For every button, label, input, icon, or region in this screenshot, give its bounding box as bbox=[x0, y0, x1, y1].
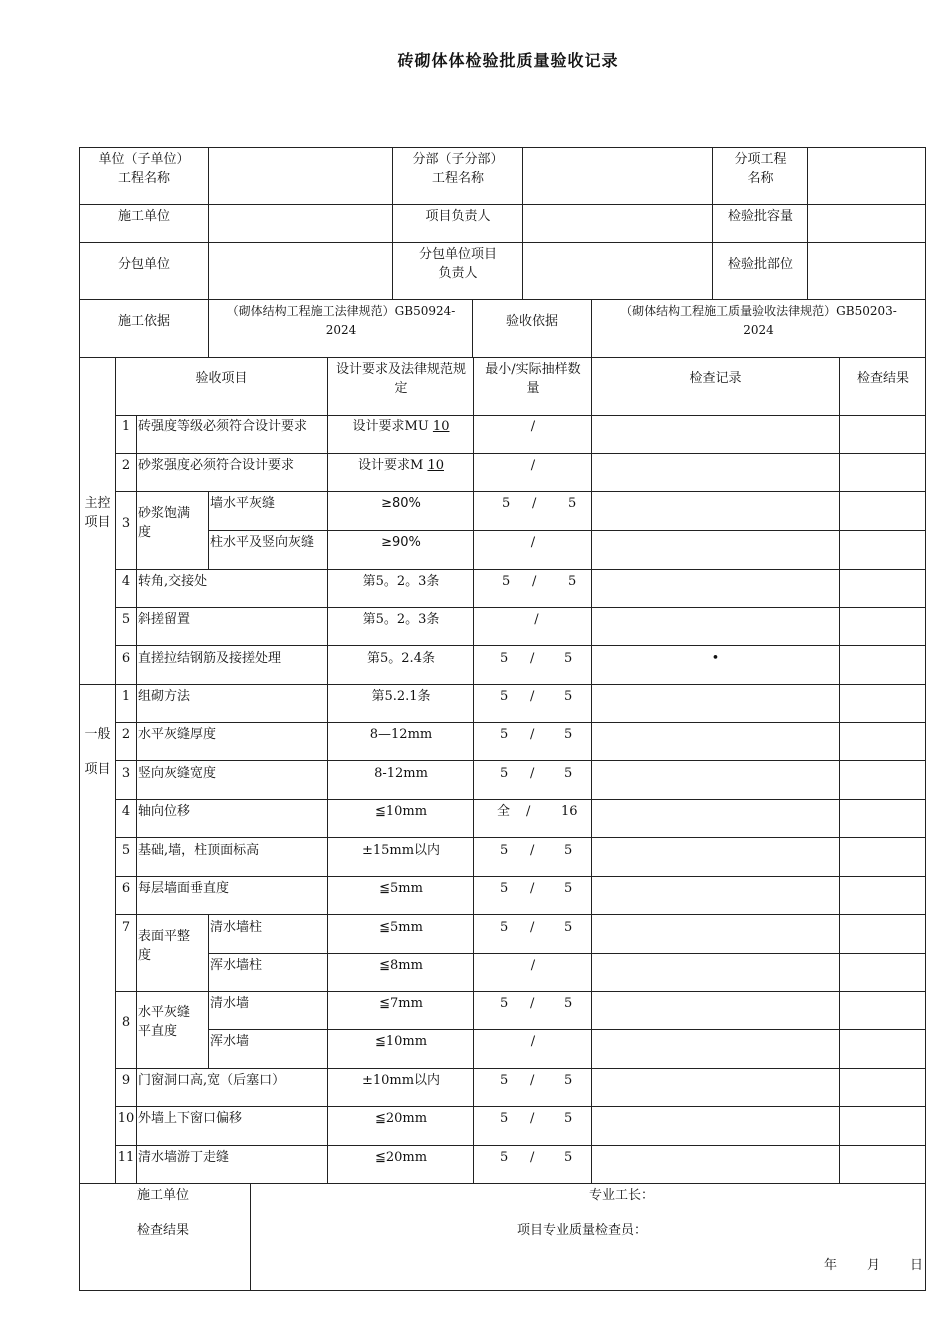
gen-row-8b-sub: 浑水墙 bbox=[210, 1034, 250, 1049]
mc-row-3b-sub: 柱水平及竖向灰缝 bbox=[210, 535, 315, 550]
col-design-header-line1: 设计要求及法律规范规 bbox=[335, 362, 466, 377]
gen-row-7a-req: ≦5mm bbox=[379, 920, 423, 935]
mc-row-6-record: • bbox=[711, 651, 720, 666]
gen-row-7b-req: ≦8mm bbox=[379, 958, 423, 973]
gen-row-1-no: 1 bbox=[121, 689, 131, 704]
gen-row-7-no: 7 bbox=[121, 920, 131, 935]
gen-row-11-name: 清水墙游丁走缝 bbox=[138, 1150, 230, 1165]
gen-row-5-sample-actual: 5 bbox=[564, 843, 573, 858]
mc-row-1-req bbox=[328, 417, 474, 436]
mc-row-5-req: 第5。2。3条 bbox=[362, 612, 440, 627]
gen-row-8b-sample: / bbox=[530, 1034, 536, 1049]
mc-row-6-sample-min: 5 bbox=[500, 651, 509, 666]
subcontractor-label: 分包单位 bbox=[117, 257, 170, 272]
mc-row-3a-sample-min: 5 bbox=[502, 496, 511, 511]
gen-row-3-req: 8-12mm bbox=[374, 766, 428, 781]
accept-basis-value bbox=[592, 302, 925, 340]
sub-manager-label-line1: 分包单位项目 bbox=[418, 247, 497, 262]
accept-basis-value-line1: （砌体结构工程施工质量验收法律规范）GB50203- bbox=[620, 304, 897, 318]
gen-row-10-no: 10 bbox=[117, 1111, 135, 1126]
gen-row-5-name: 基础,墙，柱顶面标高 bbox=[138, 843, 260, 858]
gen-row-5-no: 5 bbox=[121, 843, 131, 858]
mc-row-1-name: 砖强度等级必须符合设计要求 bbox=[138, 419, 308, 434]
construction-unit-label: 施工单位 bbox=[117, 209, 170, 224]
mc-row-3-name bbox=[138, 504, 208, 542]
mc-row-2-req-prefix: 设计要求M bbox=[358, 458, 428, 473]
gen-row-10-name: 外墙上下窗口偏移 bbox=[138, 1111, 243, 1126]
gen-row-8a-req: ≦7mm bbox=[379, 996, 423, 1011]
gen-row-7a-sample-min: 5 bbox=[500, 920, 509, 935]
mc-row-1-req-prefix: 设计要求MU bbox=[352, 419, 433, 434]
main-control-label-line2: 项目 bbox=[84, 515, 111, 530]
gen-row-2-sample-actual: 5 bbox=[564, 727, 573, 742]
gen-row-3-name: 竖向灰缝宽度 bbox=[138, 766, 217, 781]
gen-row-7a-sample-actual: 5 bbox=[564, 920, 573, 935]
mc-row-5-no: 5 bbox=[121, 612, 131, 627]
gen-row-10-sample-sep: / bbox=[530, 1111, 535, 1126]
mc-row-3a-req: ≥80% bbox=[381, 496, 421, 511]
mc-row-6-req: 第5。2.4条 bbox=[367, 651, 435, 666]
col-design-header-line2: 定 bbox=[394, 381, 408, 396]
gen-row-4-req: ≦10mm bbox=[374, 804, 428, 819]
gen-row-11-no: 11 bbox=[117, 1150, 135, 1165]
footer-year: 年 bbox=[824, 1258, 838, 1273]
main-control-label bbox=[80, 494, 115, 532]
unit-name-label-line1: 单位（子单位） bbox=[98, 152, 190, 167]
gen-row-6-sample-sep: / bbox=[530, 881, 535, 896]
mc-row-2-req bbox=[328, 456, 474, 475]
document-title: 砖砌体体检验批质量验收记录 bbox=[397, 51, 619, 70]
gen-row-8-name-line1: 水平灰缝 bbox=[138, 1005, 191, 1020]
mc-row-6-no: 6 bbox=[121, 651, 131, 666]
sub-part-label bbox=[393, 150, 523, 188]
mc-row-1-req-value: 10 bbox=[432, 419, 450, 434]
col-sample-header-line2: 量 bbox=[526, 381, 540, 396]
footer-inspector-label: 项目专业质量检查员： bbox=[517, 1223, 648, 1238]
footer-unit-label: 施工单位 bbox=[137, 1188, 190, 1203]
gen-row-9-req: ±10mm以内 bbox=[361, 1073, 441, 1088]
col-design-header bbox=[328, 360, 474, 398]
gen-row-8a-sample-actual: 5 bbox=[564, 996, 573, 1011]
gen-row-8-name bbox=[138, 1003, 208, 1041]
col-sample-header-line1: 最小/实际抽样数 bbox=[485, 362, 581, 377]
gen-row-3-no: 3 bbox=[121, 766, 131, 781]
sub-manager-label bbox=[393, 245, 523, 283]
main-control-label-line1: 主控 bbox=[84, 496, 111, 511]
unit-name-label-line2: 工程名称 bbox=[117, 171, 170, 186]
gen-row-6-no: 6 bbox=[121, 881, 131, 896]
mc-row-3b-req: ≥90% bbox=[381, 535, 421, 550]
gen-row-8-name-line2: 平直度 bbox=[138, 1024, 178, 1039]
gen-row-7a-sub: 清水墙柱 bbox=[210, 920, 263, 935]
gen-row-10-sample-min: 5 bbox=[500, 1111, 509, 1126]
mc-row-6-sample-actual: 5 bbox=[564, 651, 573, 666]
gen-row-7-name bbox=[138, 927, 208, 965]
accept-basis-label: 验收依据 bbox=[505, 314, 558, 329]
mc-row-4-sample-min: 5 bbox=[502, 574, 511, 589]
mc-row-3-no: 3 bbox=[121, 516, 131, 531]
sub-manager-label-line2: 负责人 bbox=[438, 266, 478, 281]
mc-row-6-sample-sep: / bbox=[530, 651, 535, 666]
gen-row-2-sample-min: 5 bbox=[500, 727, 509, 742]
mc-row-5-name: 斜搓留置 bbox=[138, 612, 191, 627]
col-item-header: 验收项目 bbox=[195, 371, 248, 386]
mc-row-3a-sub: 墙水平灰缝 bbox=[210, 496, 276, 511]
gen-row-7-name-line2: 度 bbox=[138, 948, 152, 963]
gen-row-11-sample-actual: 5 bbox=[564, 1150, 573, 1165]
mc-row-4-no: 4 bbox=[121, 574, 131, 589]
gen-row-3-sample-sep: / bbox=[530, 766, 535, 781]
sub-part-label-line1: 分部（子分部） bbox=[412, 152, 504, 167]
batch-location-label: 检验批部位 bbox=[727, 257, 793, 272]
gen-row-3-sample-min: 5 bbox=[500, 766, 509, 781]
gen-row-7b-sub: 浑水墙柱 bbox=[210, 958, 263, 973]
gen-row-7-name-line1: 表面平整 bbox=[138, 929, 191, 944]
gen-row-2-name: 水平灰缝厚度 bbox=[138, 727, 217, 742]
gen-row-6-req: ≦5mm bbox=[379, 881, 423, 896]
col-record-header: 检查记录 bbox=[689, 371, 742, 386]
gen-row-4-sample-sep: / bbox=[526, 804, 531, 819]
basis-value-line2: 2024 bbox=[325, 323, 357, 337]
sub-item-label-line1: 分项工程 bbox=[734, 152, 787, 167]
project-manager-label: 项目负责人 bbox=[425, 209, 491, 224]
gen-row-9-sample-min: 5 bbox=[500, 1073, 509, 1088]
mc-row-2-name: 砂浆强度必须符合设计要求 bbox=[138, 458, 295, 473]
basis-value-line1: （砌体结构工程施工法律规范）GB50924- bbox=[226, 304, 456, 318]
gen-row-8a-sample-min: 5 bbox=[500, 996, 509, 1011]
gen-row-5-sample-min: 5 bbox=[500, 843, 509, 858]
gen-row-5-sample-sep: / bbox=[530, 843, 535, 858]
gen-row-3-sample-actual: 5 bbox=[564, 766, 573, 781]
gen-row-9-no: 9 bbox=[121, 1073, 131, 1088]
gen-row-9-sample-actual: 5 bbox=[564, 1073, 573, 1088]
gen-row-5-req: ±15mm以内 bbox=[361, 843, 441, 858]
accept-basis-value-line2: 2024 bbox=[743, 323, 774, 337]
footer-month: 月 bbox=[867, 1258, 881, 1273]
gen-row-11-sample-min: 5 bbox=[500, 1150, 509, 1165]
col-sample-header bbox=[474, 360, 592, 398]
mc-row-2-no: 2 bbox=[121, 458, 131, 473]
gen-row-11-sample-sep: / bbox=[530, 1150, 535, 1165]
unit-name-label bbox=[80, 150, 208, 188]
basis-value bbox=[209, 302, 473, 340]
footer-foreman-label: 专业工长： bbox=[589, 1188, 655, 1203]
general-label-2: 项目 bbox=[84, 762, 111, 777]
gen-row-2-sample-sep: / bbox=[530, 727, 535, 742]
gen-row-1-req: 第5.2.1条 bbox=[371, 689, 431, 704]
mc-row-4-name: 转角,交接处 bbox=[138, 574, 208, 589]
mc-row-4-sample-actual: 5 bbox=[568, 574, 577, 589]
gen-row-8a-sample-sep: / bbox=[530, 996, 535, 1011]
gen-row-4-sample-min: 全 bbox=[497, 804, 511, 819]
gen-row-6-name: 每层墙面垂直度 bbox=[138, 881, 230, 896]
sub-item-label bbox=[713, 150, 808, 188]
mc-row-3a-sample-actual: 5 bbox=[568, 496, 577, 511]
mc-row-1-no: 1 bbox=[121, 419, 131, 434]
gen-row-1-sample-sep: / bbox=[530, 689, 535, 704]
general-label-1: 一般 bbox=[84, 727, 111, 742]
gen-row-9-name: 门窗洞口高,宽（后塞口） bbox=[138, 1073, 286, 1088]
gen-row-1-sample-actual: 5 bbox=[564, 689, 573, 704]
gen-row-4-name: 轴向位移 bbox=[138, 804, 191, 819]
gen-row-6-sample-actual: 5 bbox=[564, 881, 573, 896]
mc-row-1-sample: / bbox=[530, 419, 536, 434]
gen-row-8-no: 8 bbox=[121, 1015, 131, 1030]
basis-label: 施工依据 bbox=[117, 314, 170, 329]
mc-row-3-name-line1: 砂浆饱满 bbox=[138, 506, 191, 521]
gen-row-7a-sample-sep: / bbox=[530, 920, 535, 935]
gen-row-8b-req: ≦10mm bbox=[374, 1034, 428, 1049]
gen-row-4-sample-actual: 16 bbox=[561, 804, 578, 819]
gen-row-6-sample-min: 5 bbox=[500, 881, 509, 896]
gen-row-4-no: 4 bbox=[121, 804, 131, 819]
mc-row-2-sample: / bbox=[530, 458, 536, 473]
batch-capacity-label: 检验批容量 bbox=[727, 209, 793, 224]
gen-row-1-sample-min: 5 bbox=[500, 689, 509, 704]
gen-row-10-sample-actual: 5 bbox=[564, 1111, 573, 1126]
mc-row-3a-sample-sep: / bbox=[532, 496, 537, 511]
mc-row-3b-sample: / bbox=[530, 535, 536, 550]
gen-row-2-no: 2 bbox=[121, 727, 131, 742]
sub-part-label-line2: 工程名称 bbox=[431, 171, 484, 186]
footer-result-label: 检查结果 bbox=[137, 1223, 190, 1238]
mc-row-6-name: 直搓拉结钢筋及接搓处理 bbox=[138, 651, 282, 666]
footer-day: 日 bbox=[910, 1258, 924, 1273]
gen-row-7b-sample: / bbox=[530, 958, 536, 973]
gen-row-11-req: ≦20mm bbox=[374, 1150, 428, 1165]
mc-row-4-req: 第5。2。3条 bbox=[362, 574, 440, 589]
mc-row-3-name-line2: 度 bbox=[138, 525, 152, 540]
sub-item-label-line2: 名称 bbox=[747, 171, 774, 186]
mc-row-4-sample-sep: / bbox=[532, 574, 537, 589]
mc-row-2-req-value: 10 bbox=[427, 458, 444, 473]
gen-row-8a-sub: 清水墙 bbox=[210, 996, 250, 1011]
gen-row-1-name: 组砌方法 bbox=[138, 689, 191, 704]
col-result-header: 检查结果 bbox=[856, 371, 909, 386]
mc-row-5-sample: / bbox=[534, 612, 539, 627]
gen-row-9-sample-sep: / bbox=[530, 1073, 535, 1088]
gen-row-10-req: ≦20mm bbox=[374, 1111, 428, 1126]
gen-row-2-req: 8—12mm bbox=[369, 727, 433, 742]
